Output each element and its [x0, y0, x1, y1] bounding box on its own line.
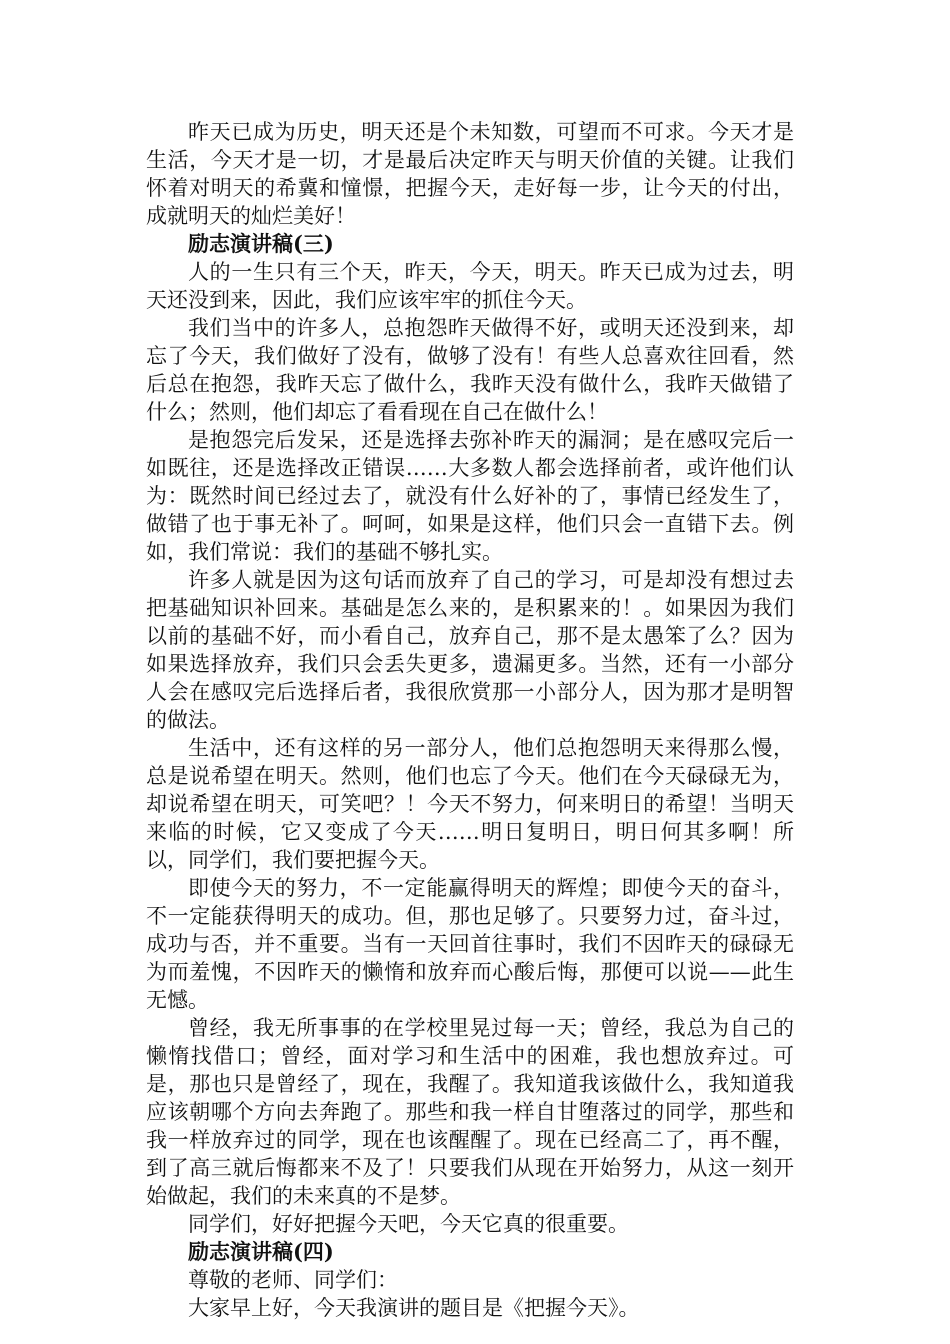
section-heading-four: 励志演讲稿(四)	[188, 1239, 334, 1264]
paragraph-topic: 大家早上好，今天我演讲的题目是《把握今天》。	[188, 1296, 640, 1320]
paragraph: 同学们，好好把握今天吧，今天它真的很重要。	[188, 1212, 629, 1236]
paragraph: 许多人就是因为这句话而放弃了自己的学习，可是却没有想过去把基础知识补回来。基础是怎么来的，是积累来的！。如果因为我们以前的基础不好，而小看自己，放弃自己，那不是太愚笨了么？因为如果选择放弃，我们只会丢失更多，遗漏更多。当然，还有一小部分人会在感叹完后选择后者，我很欣赏那一小部分人，因为那才是明智的做法。	[146, 568, 794, 732]
paragraph: 我们当中的许多人，总抱怨昨天做得不好，或明天还没到来，却忘了今天，我们做好了没有，做够了没有！有些人总喜欢往回看，然后总在抱怨，我昨天忘了做什么，我昨天没有做什么，我昨天做错了什么；然则，他们却忘了看看现在自己在做什么！	[146, 316, 794, 424]
document-page	[146, 118, 794, 1322]
section-heading-three: 励志演讲稿(三)	[188, 231, 334, 256]
paragraph: 人的一生只有三个天，昨天，今天，明天。昨天已成为过去，明天还没到来，因此，我们应该牢牢的抓住今天。	[146, 260, 794, 312]
paragraph-intro: 昨天已成为历史，明天还是个未知数，可望而不可求。今天才是生活，今天才是一切，才是最后决定昨天与明天价值的关键。让我们怀着对明天的希冀和憧憬，把握今天，走好每一步，让今天的付出，成就明天的灿烂美好！	[146, 120, 794, 228]
paragraph: 即使今天的努力，不一定能赢得明天的辉煌；即使今天的奋斗，不一定能获得明天的成功。但，那也足够了。只要努力过，奋斗过，成功与否，并不重要。当有一天回首往事时，我们不因昨天的碌碌无为而羞愧，不因昨天的懒惰和放弃而心酸后悔，那便可以说——此生无憾。	[146, 876, 794, 1012]
paragraph: 生活中，还有这样的另一部分人，他们总抱怨明天来得那么慢，总是说希望在明天。然则，他们也忘了今天。他们在今天碌碌无为，却说希望在明天，可笑吧？！今天不努力，何来明日的希望！当明天来临的时候，它又变成了今天……明日复明日，明日何其多啊！所以，同学们，我们要把握今天。	[146, 736, 794, 872]
paragraph: 曾经，我无所事事的在学校里晃过每一天；曾经，我总为自己的懒惰找借口；曾经，面对学习和生活中的困难，我也想放弃过。可是，那也只是曾经了，现在，我醒了。我知道我该做什么，我知道我应该朝哪个方向去奔跑了。那些和我一样自甘堕落过的同学，那些和我一样放弃过的同学，现在也该醒醒了。现在已经高二了，再不醒，到了高三就后悔都来不及了！只要我们从现在开始努力，从这一刻开始做起，我们的未来真的不是梦。	[146, 1016, 794, 1208]
paragraph: 是抱怨完后发呆，还是选择去弥补昨天的漏洞；是在感叹完后一如既往，还是选择改正错误……大多数人都会选择前者，或许他们认为：既然时间已经过去了，就没有什么好补的了，事情已经发生了，做错了也于事无补了。呵呵，如果是这样，他们只会一直错下去。例如，我们常说：我们的基础不够扎实。	[146, 428, 794, 564]
paragraph-greeting: 尊敬的老师、同学们：	[188, 1268, 398, 1292]
